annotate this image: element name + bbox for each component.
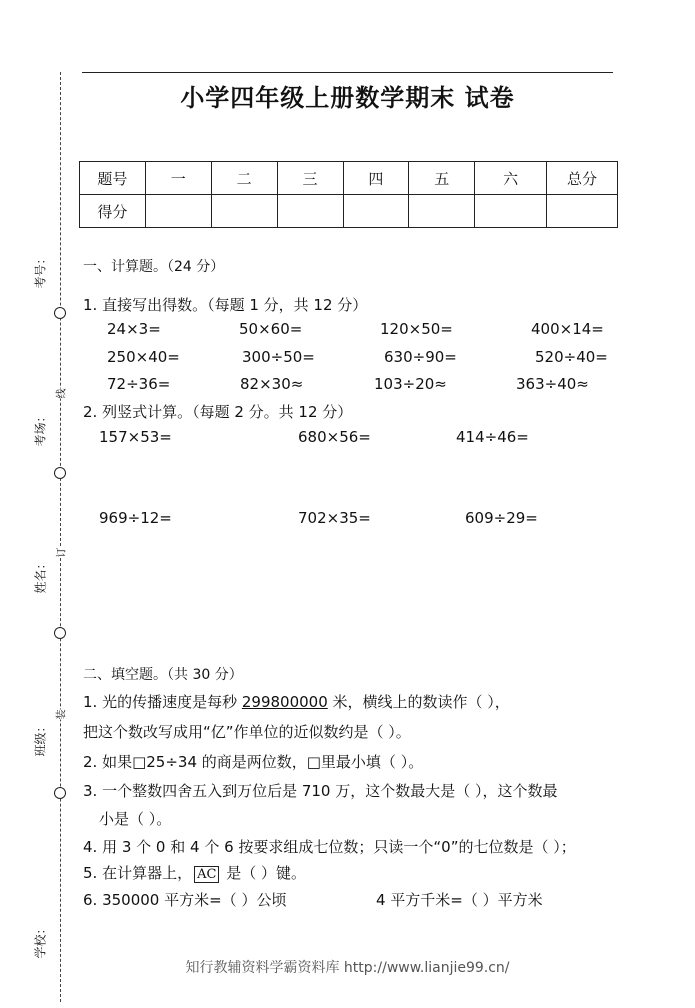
calc-item: 250×40= [107,348,180,366]
calc-item: 363÷40≈ [516,375,589,393]
score-header-cell: 一 [145,162,211,195]
fill-item-3b: 小是（ ）。 [99,810,172,828]
score-cell[interactable] [211,195,277,228]
score-header-cell: 二 [211,162,277,195]
binding-hole [54,467,66,479]
fill-item-5 [83,862,306,883]
fill-item-1a-pre: 1. 光的传播速度是每秒 [83,693,242,711]
margin-mark-bind: 订 [53,548,68,558]
fill-item-1a [83,691,510,712]
score-header-cell: 四 [343,162,409,195]
fill-item-5-post: 是（ ）键。 [221,864,306,882]
calc-item: 120×50= [380,320,453,338]
margin-label-school: 学校： [33,922,48,959]
score-cell[interactable] [145,195,211,228]
score-table [79,161,618,228]
calc-item: 520÷40= [535,348,608,366]
q1-heading: 1. 直接写出得数。（每题 1 分，共 12 分） [83,296,368,314]
calc-item: 82×30≈ [240,375,304,393]
binding-hole [54,627,66,639]
margin-label-name: 姓名： [33,557,48,594]
footer-watermark: 知行教辅资料学霸资料库 http://www.lianjie99.cn/ [185,960,510,976]
vertical-calc-item: 969÷12= [99,509,172,527]
calc-item: 50×60= [239,320,303,338]
score-cell[interactable] [277,195,343,228]
score-header-cell: 三 [277,162,343,195]
margin-label-exam-room: 考场： [33,410,48,447]
score-header-cell: 总分 [547,162,618,195]
calc-item: 400×14= [531,320,604,338]
fill-item-1b: 把这个数改写成用“亿”作单位的近似数约是（ ）。 [83,723,411,741]
fill-item-4: 4. 用 3 个 0 和 4 个 6 按要求组成七位数；只读一个“0”的七位数是（ ）； [83,838,576,856]
fill-item-5-pre: 5. 在计算器上， [83,864,193,882]
calc-item: 630÷90= [384,348,457,366]
section1-heading: 一、计算题。（24 分） [83,259,225,275]
fill-item-6b: 4 平方千米=（ ）平方米 [376,891,543,909]
margin-label-exam-number: 考号： [33,252,48,289]
binding-hole [54,787,66,799]
score-header-cell: 六 [475,162,547,195]
score-header-cell: 题号 [80,162,146,195]
score-header-cell: 五 [409,162,475,195]
vertical-calc-item: 157×53= [99,428,172,446]
ac-key-icon: AC [194,866,219,883]
top-rule [82,72,613,73]
calc-item: 300÷50= [242,348,315,366]
calc-item: 72÷36= [107,375,171,393]
section2-heading: 二、填空题。（共 30 分） [83,667,243,683]
margin-mark-staple: 装 [53,710,68,720]
calc-item: 103÷20≈ [374,375,447,393]
score-cell[interactable] [343,195,409,228]
score-cell[interactable] [547,195,618,228]
fill-item-1a-post: 米，横线上的数读作（ ）， [327,693,510,711]
score-table-header-row [80,162,618,195]
fill-item-6a: 6. 350000 平方米=（ ）公顷 [83,891,287,909]
q2-heading: 2. 列竖式计算。（每题 2 分。共 12 分） [83,403,353,421]
score-cell[interactable] [409,195,475,228]
fill-item-3a: 3. 一个整数四舍五入到万位后是 710 万，这个数最大是（ ），这个数最 [83,782,558,800]
calc-item: 24×3= [107,320,161,338]
binding-line [60,72,61,1002]
light-speed-number: 299800000 [241,693,328,711]
page-title: 小学四年级上册数学期末 试卷 [180,84,515,112]
margin-label-class: 班级： [33,720,48,757]
vertical-calc-item: 414÷46= [456,428,529,446]
vertical-calc-item: 609÷29= [465,509,538,527]
vertical-calc-item: 680×56= [298,428,371,446]
score-cell[interactable] [475,195,547,228]
fill-item-2: 2. 如果□25÷34 的商是两位数，□里最小填（ ）。 [83,753,424,771]
score-table-score-row [80,195,618,228]
vertical-calc-item: 702×35= [298,509,371,527]
margin-mark-line: 线 [53,389,68,399]
binding-hole [54,307,66,319]
score-row-label: 得分 [80,195,146,228]
